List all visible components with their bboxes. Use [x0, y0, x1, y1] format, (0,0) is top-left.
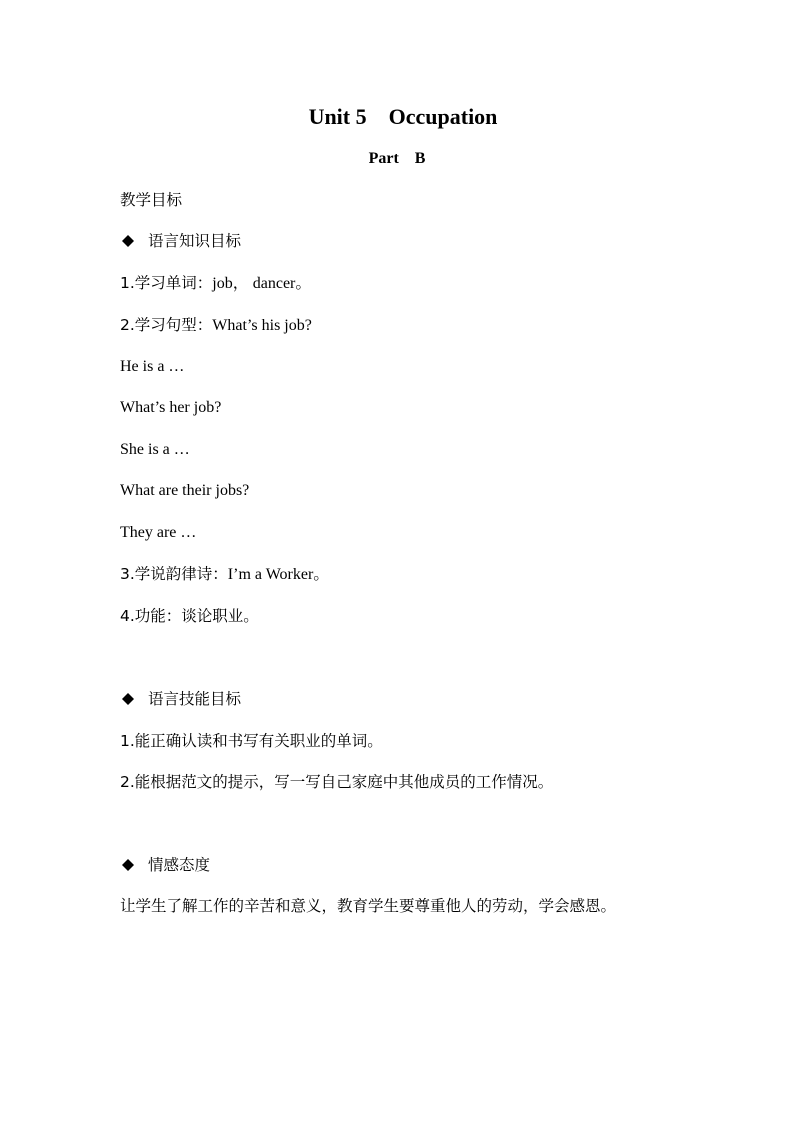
diamond-bullet-icon [122, 859, 134, 871]
language-knowledge-heading: 语言知识目标 [148, 232, 242, 250]
teaching-objectives-heading: 教学目标 [120, 191, 183, 209]
skills-item-2: 2.能根据范文的提示，写一写自己家庭中其他成员的工作情况。 [120, 773, 554, 791]
sentence-he: He is a … [120, 358, 185, 375]
knowledge-item-4: 4.功能：谈论职业。 [120, 607, 259, 625]
language-skills-heading: 语言技能目标 [148, 690, 242, 708]
knowledge-item-3 [120, 563, 329, 586]
language-skills-heading-row [120, 688, 241, 710]
knowledge-item-3-label: 3.学说韵律诗： [120, 565, 228, 583]
emotional-attitude-heading: 情感态度 [148, 856, 211, 874]
knowledge-item-1-words: job， dancer。 [212, 275, 312, 292]
knowledge-item-2-label: 2.学习句型： [120, 316, 213, 334]
knowledge-item-1-label: 1.学习单词： [120, 274, 213, 292]
sentence-her: What’s her job? [120, 399, 222, 416]
language-knowledge-heading-row [120, 230, 241, 252]
sentence-they: They are … [120, 524, 197, 541]
diamond-bullet-icon [122, 235, 134, 247]
sentence-she: She is a … [120, 441, 190, 458]
diamond-bullet-icon [122, 693, 134, 705]
skills-item-1: 1.能正确认读和书写有关职业的单词。 [120, 732, 383, 750]
knowledge-item-3-rhyme: I’m a Worker。 [227, 566, 330, 583]
emotional-attitude-text: 让学生了解工作的辛苦和意义，教育学生要尊重他人的劳动，学会感恩。 [120, 897, 617, 915]
emotional-attitude-heading-row [120, 854, 210, 876]
part-subtitle: Part B [368, 150, 426, 167]
knowledge-item-1 [120, 272, 311, 295]
knowledge-item-2 [120, 314, 312, 337]
sentence-their: What are their jobs? [120, 482, 250, 499]
unit-title: Unit 5 Occupation [308, 104, 498, 129]
knowledge-item-2-sentence: What’s his job? [212, 317, 312, 334]
